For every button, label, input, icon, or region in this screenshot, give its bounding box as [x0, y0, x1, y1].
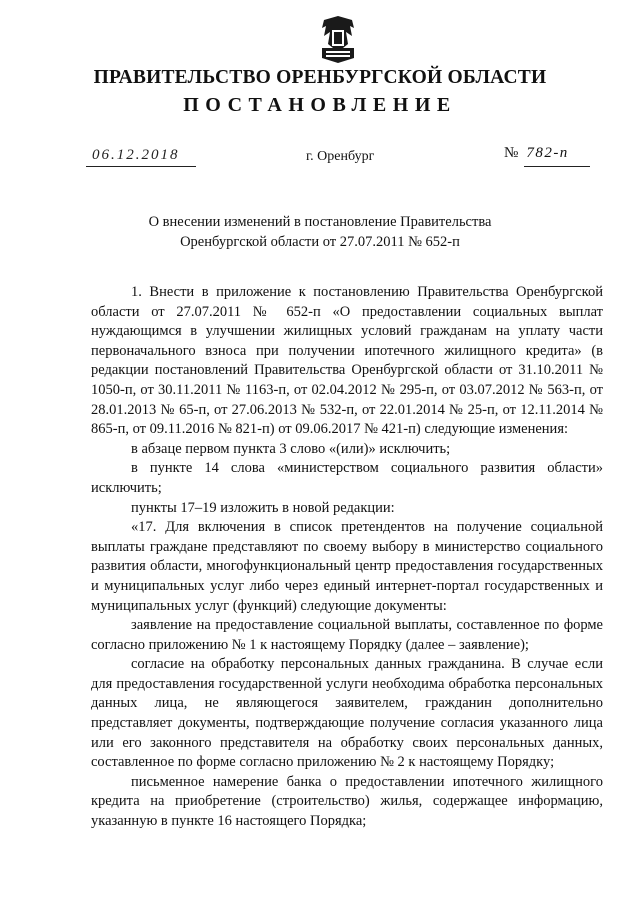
number-value: 782-п — [526, 145, 569, 161]
title-line-2: Оренбургской области от 27.07.2011 № 652-п — [180, 234, 460, 250]
paragraph-bank-intent: письменное намерение банка о предоставлении ипотечного жилищного кредита на приобретение (строительство) жилья, содержащее информацию, указанную в пункте 16 настоящего Порядка; — [91, 773, 603, 830]
city: г. Оренбург — [306, 149, 375, 164]
paragraph-clause-14: в пункте 14 слова «министерством социального развития области» исключить; — [91, 460, 603, 496]
document-number — [504, 145, 569, 162]
document-type: ПОСТАНОВЛЕНИЕ — [183, 94, 457, 116]
paragraph-clause-17: «17. Для включения в список претендентов на получение социальной выплаты граждане представляют по своему выбору в министерство социального развития области, многофункциональный центр предоставления государственных и муниципальных услуг либо через единый интернет-портал государственных и муниципальных услуг (функций) следующие документы: — [91, 519, 603, 614]
date-underline — [86, 166, 196, 167]
document-body — [91, 283, 603, 832]
paragraph-consent: согласие на обработку персональных данных гражданина. В случае если для предоставления государственной услуги необходима обработка персональных данных лица, не являющегося заявителем, гражданин дополнительно представляет документы, подтверждающие получение согласия указанного лица или его законного представителя на обработку своих персональных данных, составленное по форме согласно приложению № 2 к настоящему Порядку; — [91, 656, 603, 771]
organization-name: ПРАВИТЕЛЬСТВО ОРЕНБУРГСКОЙ ОБЛАСТИ — [93, 67, 547, 88]
coat-of-arms-icon — [316, 14, 360, 64]
document-title — [0, 212, 640, 252]
paragraph-item-1: 1. Внести в приложение к постановлению Правительства Оренбургской области от 27.07.2011 № 652-п «О предоставлении социальных выплат нуждающимся в улучшении жилищных условий гражданам на уплату части первоначального взноса при получении ипотечного жилищного кредита» (в редакции постановлений Правительства Оренбургской области от 31.10.2011 № 1050-п, от 30.11.2011 № 1163-п, от 02.04.2012 № 295-п, от 03.07.2012 № 563-п, от 28.01.2013 № 65-п, от 27.06.2013 № 532-п, от 22.01.2014 № 25-п, от 12.11.2014 № 865-п, от 09.11.2016 № 821-п) от 09.06.2017 № 421-п) следующие изменения: — [91, 284, 603, 438]
number-label: № — [504, 145, 519, 161]
paragraph-clause-3: в абзаце первом пункта 3 слово «(или)» исключить; — [131, 440, 451, 457]
paragraph-application: заявление на предоставление социальной выплаты, составленное по форме согласно приложению № 1 к настоящему Порядку (далее – заявление); — [91, 617, 603, 653]
number-underline — [524, 166, 590, 167]
document-date: 06.12.2018 — [92, 147, 180, 163]
title-line-1: О внесении изменений в постановление Правительства — [148, 214, 492, 230]
paragraph-new-edition: пункты 17–19 изложить в новой редакции: — [131, 499, 395, 516]
